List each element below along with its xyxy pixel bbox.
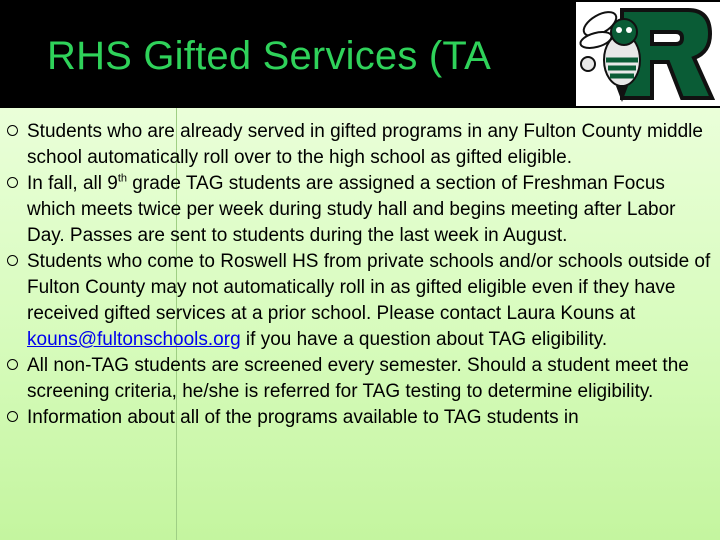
bullet-list	[0, 119, 715, 431]
slide-header	[0, 0, 720, 108]
bullet-text: Information about all of the programs available to TAG students in	[27, 407, 579, 428]
list-item	[0, 171, 715, 249]
bullet-text: grade TAG students are assigned a section of Freshman Focus which meets twice per week during study hall and begins meeting after Labor Day. Passes are sent to students during the last week in August.	[27, 173, 676, 246]
bullet-text: In fall, all 9	[27, 173, 118, 194]
list-item	[0, 249, 715, 353]
list-item	[0, 405, 715, 431]
slide-body	[0, 108, 720, 540]
hollow-circle-bullet-icon	[7, 177, 18, 188]
list-item	[0, 119, 715, 171]
bullet-text: Students who are already served in gifted programs in any Fulton County middle school automatically roll over to the high school as gifted eligible.	[27, 121, 703, 168]
list-item	[0, 353, 715, 405]
bullet-text: All non-TAG students are screened every semester. Should a student meet the screening criteria, he/she is referred for TAG testing to determine eligibility.	[27, 355, 689, 402]
hollow-circle-bullet-icon	[7, 359, 18, 370]
superscript-th: th	[117, 172, 128, 185]
slide-title: RHS Gifted Services (TA	[47, 34, 491, 78]
hollow-circle-bullet-icon	[7, 125, 18, 136]
bullet-text: if you have a question about TAG eligibility.	[240, 329, 608, 350]
hollow-circle-bullet-icon	[7, 255, 18, 266]
hornet-logo-icon	[576, 2, 720, 106]
hollow-circle-bullet-icon	[7, 411, 18, 422]
email-link[interactable]: kouns@fultonschools.org	[27, 329, 241, 350]
bullet-text: Students who come to Roswell HS from private schools and/or schools outside of Fulton County may not automatically roll in as gifted eligible even if they have received gifted services at a prior school. Please contact Laura Kouns at	[27, 251, 711, 324]
